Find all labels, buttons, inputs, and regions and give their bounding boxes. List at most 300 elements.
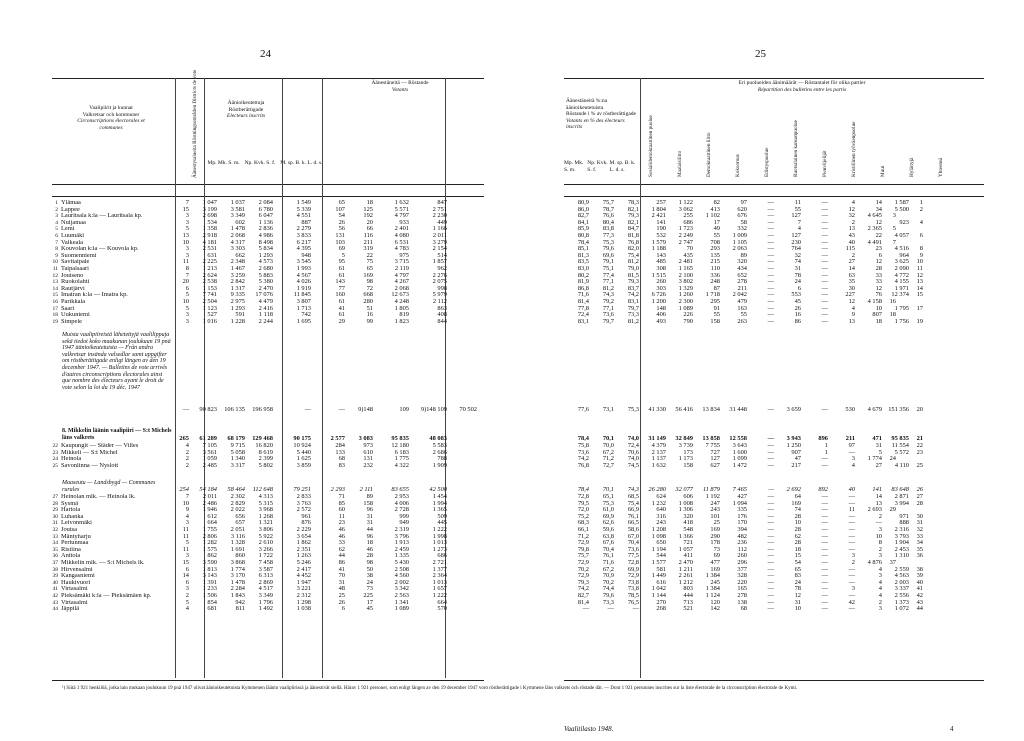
table-cell: 1 [824, 448, 828, 456]
table-cell: 97 [848, 442, 855, 449]
table-cell: 75,3 [627, 406, 639, 413]
table-cell: 69 [338, 245, 345, 253]
table-cell: 4 491 [867, 238, 882, 246]
table-cell: 77,6 [577, 406, 589, 413]
table-cell: 1 321 [258, 519, 273, 527]
table-cell: 6 [185, 284, 189, 292]
table-cell: 6 217 [296, 238, 311, 246]
table-cell: 2 [919, 205, 923, 213]
table-cell: 964 [899, 251, 909, 259]
table-cell: 5 [185, 304, 189, 312]
table-row [564, 292, 984, 299]
table-cell: 892 [818, 486, 828, 493]
table-cell: 332 [737, 225, 747, 233]
table-cell: — [821, 406, 828, 413]
table-cell: 38 [52, 566, 58, 573]
table-cell: 2 624 [202, 271, 217, 279]
table-cell: 85,1 [577, 245, 589, 253]
table-cell: 2 011 [202, 493, 217, 500]
table-cell: 3 561 [202, 448, 217, 456]
table-cell: 78,4 [577, 486, 589, 493]
table-cell: 66,1 [577, 525, 589, 533]
table-cell: 624 [656, 493, 666, 500]
table-cell: 11 [848, 506, 855, 514]
table-cell: 12 180 [391, 442, 409, 449]
table-cell: 3 [851, 455, 855, 463]
table-cell: 2 [55, 206, 58, 213]
table-cell: 2 751 [432, 205, 447, 213]
table-cell: 20 [916, 406, 923, 413]
table-cell: — [767, 493, 774, 500]
table-cell: 109 [399, 406, 409, 413]
table-cell: 22 [875, 231, 882, 239]
table-cell: 1 575 [202, 545, 217, 553]
table-cell: 7 458 [258, 558, 273, 566]
table-cell: 860 [235, 552, 245, 560]
table-cell: 1 222 [432, 525, 447, 533]
vote-districts-header: Äänestysalueita Röstningsområden Districts de vote [192, 69, 198, 178]
table-cell: Kangasniemi [61, 573, 95, 580]
table-cell: 55 [713, 311, 720, 319]
table-cell: 4 [878, 585, 882, 593]
table-cell: 25 [52, 462, 58, 469]
section2-title: 8. Mikkelin läänin vaalipiiri — S:t Michels läns valkrets [62, 428, 172, 441]
table-cell: 70,4 [627, 539, 639, 547]
table-cell: — [821, 525, 828, 533]
table-cell: 3 587 [258, 565, 273, 573]
table-cell: 2 [878, 545, 882, 553]
table-cell: 68 179 [227, 435, 245, 442]
table-cell: 2 002 [394, 578, 409, 586]
table-cell: 41 [338, 565, 345, 573]
table-cell: 31 [794, 264, 801, 272]
table-cell: — [821, 506, 828, 514]
table-cell: 2 747 [678, 238, 693, 246]
table-cell: 211 [845, 435, 855, 442]
table-cell: 4 876 [867, 558, 882, 566]
table-cell: 86 [338, 558, 345, 566]
table-cell: 20 [182, 278, 189, 286]
table-cell: 1 306 [678, 506, 693, 514]
table-cell: 435 [683, 251, 693, 259]
table-cell: Simpele [61, 318, 82, 325]
table-cell: 74,0 [627, 435, 639, 442]
table-cell: 2 417 [296, 565, 311, 573]
table-cell: 1 228 [230, 317, 245, 325]
table-cell: 10 [875, 532, 882, 540]
table-cell: 101 [710, 512, 720, 520]
table-cell: 18 [794, 545, 801, 553]
table-cell: 38 [916, 565, 923, 573]
table-cell: 999 [399, 512, 409, 520]
table-cell: 3 116 [230, 532, 245, 540]
table-cell: 4 [797, 225, 801, 233]
table-row [564, 319, 984, 326]
table-cell: 68 [338, 455, 345, 463]
table-cell: 5 922 [258, 532, 273, 540]
table-cell: 110 [710, 264, 720, 272]
table-cell: 3 806 [258, 525, 273, 533]
table-cell: 4 026 [296, 278, 311, 286]
table-cell: 73,6 [577, 448, 589, 456]
table-cell [50, 407, 61, 414]
table-cell: 77,1 [602, 278, 614, 286]
table-cell: Luumäki [61, 232, 85, 239]
table-cell: 72,9 [577, 572, 589, 580]
table-cell: 11 [52, 265, 58, 272]
table-cell: — [767, 284, 774, 292]
table-cell: 377 [737, 565, 747, 573]
table-cell: 62,6 [602, 519, 614, 527]
table-cell: 3 796 [394, 532, 409, 540]
table-cell: — [767, 291, 774, 299]
table-cell: 211 [363, 238, 373, 246]
table-cell: 71,2 [602, 455, 614, 463]
table-cell: 2 111 [359, 486, 373, 493]
table-cell: 69,9 [627, 565, 639, 573]
table-cell: 75 [366, 258, 373, 266]
table-cell: 10 [875, 304, 882, 312]
table-cell: 3 279 [432, 238, 447, 246]
table-cell: 11 [182, 258, 189, 266]
table-cell: 2 559 [894, 565, 909, 573]
table-cell: 863 [437, 304, 447, 312]
table-cell: 3 859 [296, 461, 311, 469]
table-cell: 73,6 [602, 311, 614, 319]
table-cell: 33 [875, 278, 882, 286]
table-cell: — [821, 258, 828, 266]
table-cell: 4 797 [394, 212, 409, 220]
table-cell: 46 [366, 545, 373, 553]
table-cell: 12 558 [729, 435, 747, 442]
table-cell: — [767, 251, 774, 259]
table-cell: 10 924 [293, 442, 311, 449]
table-cell: 3 [892, 212, 896, 220]
table-cell: 40 [52, 579, 58, 586]
table-cell: 120 [710, 598, 720, 606]
table-cell: 236 [737, 539, 747, 547]
table-cell: 5 [185, 539, 189, 547]
table-cell: 138 [737, 598, 747, 606]
table-cell: 2 068 [230, 231, 245, 239]
table-cell: 1 072 [894, 605, 909, 613]
table-cell: Lemi [61, 226, 75, 233]
table-cell: 79,7 [627, 304, 639, 312]
table-cell: 3 170 [230, 572, 245, 580]
table-cell: 9 715 [230, 442, 245, 449]
table-cell: 73,6 [627, 545, 639, 553]
table-cell: 553 [791, 291, 801, 299]
table-cell: 1 971 [894, 284, 909, 292]
table-cell: — [767, 304, 774, 312]
table-cell: 37 [52, 559, 58, 566]
table-cell: 1 377 [432, 565, 447, 573]
table-cell: 3 [851, 552, 855, 560]
table-cell: 2 721 [432, 558, 447, 566]
table-cell: — [848, 605, 855, 613]
table-cell: 790 [683, 317, 693, 325]
table-cell: 308 [656, 264, 666, 272]
table-cell: 4 317 [230, 238, 245, 246]
table-cell: 6 [185, 565, 189, 573]
table-cell: 1 192 [705, 493, 720, 500]
table-cell: 933 [399, 218, 409, 226]
table-cell: 1 857 [432, 258, 447, 266]
table-cell: 3 337 [894, 585, 909, 593]
table-cell: 5 572 [894, 448, 909, 456]
table-cell: 2 351 [296, 545, 311, 553]
table-cell: 2 [185, 591, 189, 599]
table-cell: 652 [737, 271, 747, 279]
table-cell: 3 199 [202, 205, 217, 213]
table-cell: — [767, 448, 774, 456]
table-cell: 13 834 [702, 406, 720, 413]
table-cell: 28 [794, 539, 801, 547]
table-cell: 3 715 [394, 258, 409, 266]
table-cell: 2 692 [786, 486, 801, 493]
table-cell: 80,8 [577, 231, 589, 239]
table-cell: 14 [916, 284, 923, 292]
table-cell: 418 [683, 519, 693, 527]
table-cell: 1 695 [296, 317, 311, 325]
table-cell: 4 516 [894, 245, 909, 253]
table-cell: 74 [794, 506, 801, 514]
table-cell: 5 315 [258, 499, 273, 507]
table-cell: 721 [683, 539, 693, 547]
right-section2-table [564, 443, 984, 469]
party-column-header: Yhteensä [938, 157, 944, 177]
table-cell: 1 713 [296, 304, 311, 312]
table-cell: — [767, 525, 774, 533]
table-cell: 631 [207, 251, 217, 259]
party-title: Eri puolueiden äänimäärät — Röstantalet för olika partier Répartition des bulletins entre les partis [738, 80, 866, 93]
table-cell: 444 [683, 591, 693, 599]
table-cell: 2 869 [258, 578, 273, 586]
table-cell: Savonlinna — Nyslott [61, 462, 119, 469]
table-cell: 727 [710, 448, 720, 456]
table-cell: 23 [338, 519, 345, 527]
table-cell: 82,0 [627, 245, 639, 253]
table-cell: 73,1 [602, 406, 614, 413]
table-cell: 28 [794, 512, 801, 520]
table-cell: 81,8 [627, 231, 639, 239]
table-cell: 90 175 [293, 435, 311, 442]
table-cell: — [848, 448, 855, 456]
table-cell: 320 [737, 258, 747, 266]
table-cell: 1 756 [894, 317, 909, 325]
table-cell: Saari [61, 305, 75, 312]
table-cell: 192 [363, 212, 373, 220]
table-cell: 72,8 [627, 558, 639, 566]
table-cell: 2 806 [202, 532, 217, 540]
table-cell: 2 470 [258, 284, 273, 292]
table-cell: 257 [656, 199, 666, 206]
table-cell: 854 [207, 598, 217, 606]
table-cell: 1 124 [705, 591, 720, 599]
table-cell: 1 755 [202, 525, 217, 533]
table-cell: — [821, 455, 828, 463]
table-cell: 6 [878, 251, 882, 259]
table-cell: 606 [683, 493, 693, 500]
table-cell: Suomenniemi [61, 252, 97, 259]
table-cell: 10 [794, 519, 801, 527]
table-cell: 141 [656, 218, 666, 226]
table-cell: 260 [737, 552, 747, 560]
table-cell [61, 407, 173, 414]
table-cell: — [821, 284, 828, 292]
table-cell: 3 654 [296, 532, 311, 540]
table-cell: 71,2 [577, 532, 589, 540]
table-cell: 4 [55, 219, 58, 226]
table-cell: 85 [338, 499, 345, 507]
table-cell: 1 774 [230, 565, 245, 573]
table-cell: 1 796 [258, 598, 273, 606]
table-cell: 40 [848, 238, 855, 246]
table-cell: 4 517 [258, 585, 273, 593]
table-cell: 11 [182, 532, 189, 540]
table-cell: 1 775 [394, 455, 409, 463]
table-cell: 1 [919, 199, 923, 206]
party-column-header: Maalaisliitto [677, 150, 683, 177]
table-cell: 78,3 [627, 199, 639, 206]
right-page [512, 0, 1024, 741]
table-cell: 2 836 [258, 225, 273, 233]
table-cell: 22 [52, 443, 58, 449]
table-cell: 1 657 [432, 585, 447, 593]
table-cell: 72,9 [577, 558, 589, 566]
table-cell: 2 975 [230, 297, 245, 305]
table-cell: 81,4 [577, 297, 589, 305]
table-cell: 3 643 [732, 442, 747, 449]
table-cell: 31 149 [648, 435, 666, 442]
table-cell: 2 225 [202, 258, 217, 266]
table-cell: 1 008 [678, 499, 693, 507]
table-cell: — [767, 317, 774, 325]
table-cell: Pieksämäki k:la — Pieksämäen kp. [61, 592, 152, 599]
table-cell: 15 [182, 205, 189, 213]
party-column-header: Demokraattinen liitto [706, 132, 712, 177]
table-cell: 17 [52, 305, 58, 312]
table-cell: 8 [55, 246, 58, 253]
table-cell: 265 [179, 435, 189, 442]
table-cell: 4 395 [296, 245, 311, 253]
table-cell: 41 330 [648, 406, 666, 413]
table-cell: 7 [185, 493, 189, 500]
table-cell: 83,0 [577, 264, 589, 272]
table-cell: 3 [878, 525, 882, 533]
table-cell: 82 [713, 199, 720, 206]
table-cell: 2 312 [296, 591, 311, 599]
table-cell: 3 303 [230, 245, 245, 253]
table-cell: 48 083 [429, 435, 447, 442]
table-cell: 811 [235, 605, 245, 613]
table-cell: 4 322 [394, 461, 409, 469]
table-cell: 106 135 [224, 406, 245, 413]
table-cell: 3 793 [894, 532, 909, 540]
table-cell: 413 [710, 205, 720, 213]
table-cell: 26 280 [648, 486, 666, 493]
table-cell: 24 [52, 456, 58, 463]
table-cell: 4 567 [296, 271, 311, 279]
table-cell: 103 [335, 238, 345, 246]
table-cell: 1 200 [651, 297, 666, 305]
table-cell: 1 993 [296, 264, 311, 272]
table-cell: 41 [52, 586, 58, 593]
table-row [564, 220, 984, 227]
table-cell: 3 590 [202, 558, 217, 566]
table-cell: 1 947 [296, 578, 311, 586]
table-cell: 2 953 [394, 493, 409, 500]
table-cell: 2 485 [202, 461, 217, 469]
table-cell: 45 [366, 605, 373, 613]
table-cell: — [767, 278, 774, 286]
table-cell: — [767, 231, 774, 239]
table-cell: 640 [656, 506, 666, 514]
table-cell: — [767, 406, 774, 413]
party-column-header: Muut [880, 165, 886, 177]
table-cell: 89 [740, 251, 747, 259]
table-cell: — [767, 461, 774, 469]
table-cell: — [821, 278, 828, 286]
table-cell: 2 [185, 461, 189, 469]
table-cell: 143 [335, 278, 345, 286]
table-cell: 581 [656, 565, 666, 573]
party-column-header: Sosialidemokraattinen puolue [648, 115, 654, 177]
table-cell: 70,1 [602, 486, 614, 493]
table-cell: 4 783 [394, 245, 409, 253]
table-cell: 1 013 [432, 539, 447, 547]
table-cell: 67,0 [627, 532, 639, 540]
table-cell: — [767, 225, 774, 233]
table-cell: 888 [899, 519, 909, 527]
table-cell: 1 328 [230, 539, 245, 547]
table-cell: 14 [848, 264, 855, 272]
table-cell: — [767, 519, 774, 527]
table-cell: 3 [185, 311, 189, 319]
table-cell: 394 [737, 525, 747, 533]
left-section2-table [50, 443, 490, 469]
table-cell: 7 741 [202, 291, 217, 299]
table-cell: 4 679 [867, 406, 882, 413]
table-cell: 2 728 [394, 506, 409, 514]
table-cell: 25 [916, 461, 923, 469]
table-cell: Joutsa [61, 526, 77, 533]
table-cell: 227 [845, 291, 855, 299]
table-cell: 2 365 [867, 225, 882, 233]
table-cell: 2 229 [296, 525, 311, 533]
table-cell: 2 698 [202, 212, 217, 220]
table-cell: 1 212 [678, 578, 693, 586]
table-cell: 78,4 [577, 238, 589, 246]
left-section1-table [50, 200, 490, 325]
table-cell: 5 430 [394, 558, 409, 566]
table-cell: 232 [363, 461, 373, 469]
table-cell: 68,3 [577, 519, 589, 527]
table-cell: 1 904 [894, 539, 909, 547]
table-cell: — [767, 499, 774, 507]
table-cell: 39 [916, 572, 923, 580]
table-cell: — [767, 605, 774, 613]
table-cell: 112 [737, 545, 747, 553]
table-cell: 4 080 [394, 231, 409, 239]
table-cell: 72,9 [577, 539, 589, 547]
table-cell: — [767, 506, 774, 514]
table-cell: — [848, 493, 855, 500]
table-cell: 48 [338, 585, 345, 593]
table-cell: 449 [437, 218, 447, 226]
table-cell: 81,3 [577, 251, 589, 259]
table-cell: Kaupungit — Städer — Villes [61, 443, 139, 449]
